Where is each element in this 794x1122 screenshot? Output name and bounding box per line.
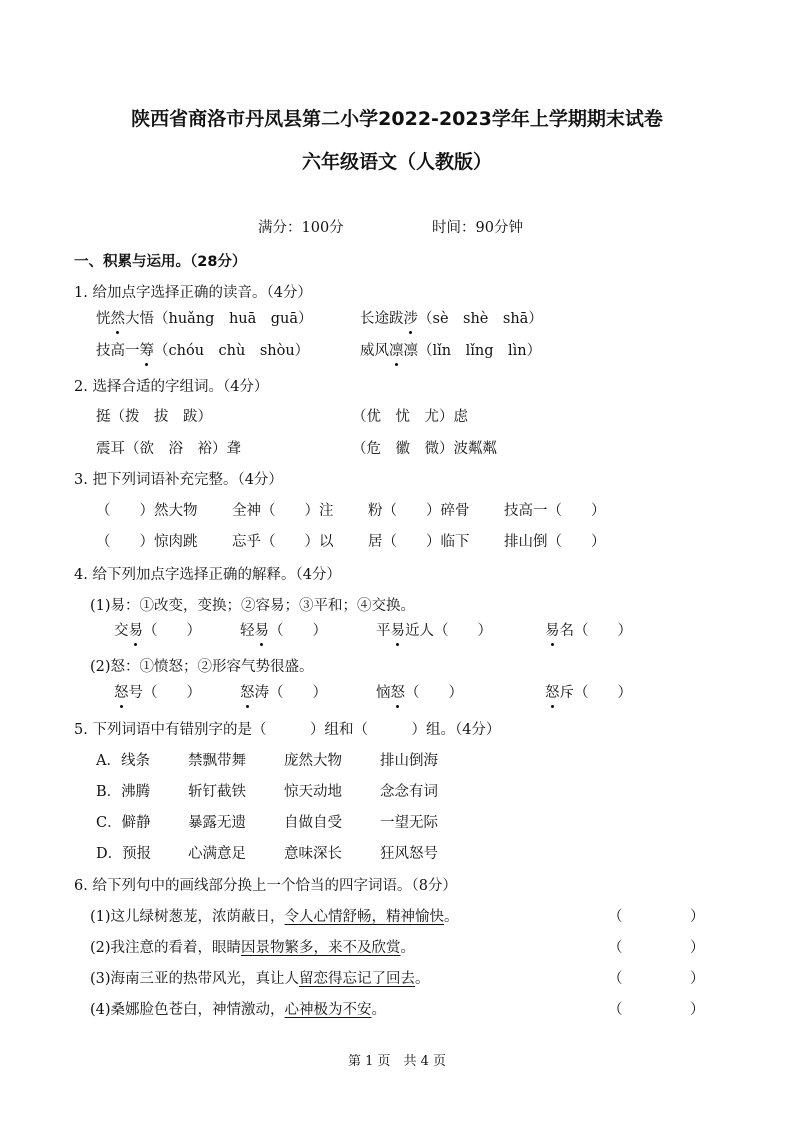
q2-title: 2. 选择合适的字组词。（4分）: [74, 379, 269, 395]
q6-sentence-4: (4)桑娜脸色苍白，神情激动，心神极为不安。: [90, 1002, 387, 1018]
q6-answer-open: （: [608, 971, 623, 987]
q5-option-b-word: 斩钉截铁: [188, 784, 246, 800]
q3-blank-8: 排山倒（ ）: [504, 534, 606, 550]
q5-option-d-word: 狂风怒号: [380, 846, 438, 862]
q3-title: 3. 把下列词语补充完整。（4分）: [74, 472, 283, 488]
q5-option-d-label: D．预报: [96, 846, 152, 862]
q5-option-d-word: 心满意足: [188, 846, 246, 862]
q4-part2-item: 怒涛（ ）: [240, 681, 327, 702]
q6-sentence-3: (3)海南三亚的热带风光，真让人留恋得忘记了回去。: [90, 971, 430, 987]
q2-item-a: 挺（拨 拔 跋）: [96, 409, 212, 425]
q1-item-a: 恍然大悟（huǎng huā guā）: [96, 307, 313, 328]
exam-subtitle: 六年级语文（人教版）: [301, 151, 492, 173]
q2-item-b: （优 忧 尤）虑: [352, 409, 468, 425]
q6-answer-close: ）: [690, 940, 705, 956]
q4-part2-item: 怒号（ ）: [114, 681, 201, 702]
q6-answer-close: ）: [690, 909, 705, 925]
q1-item-d: 威风凛凛（lǐn lǐng lìn）: [360, 339, 541, 360]
q3-blank-4: 技高一（ ）: [504, 503, 606, 519]
full-score: 满分：100分: [258, 220, 344, 236]
q1-title: 1. 给加点字选择正确的读音。（4分）: [74, 285, 312, 301]
q6-answer-open: （: [608, 940, 623, 956]
q4-part1-item: 平易近人（ ）: [376, 619, 492, 640]
q3-blank-3: 粉（ ）碎骨: [368, 503, 470, 519]
q3-blank-2: 全神（ ）注: [232, 503, 334, 519]
page-footer: 第 1 页 共 4 页: [347, 1054, 447, 1069]
q4-part1-item: 易名（ ）: [545, 619, 632, 640]
q5-option-b-word: 惊天动地: [284, 784, 342, 800]
q3-blank-6: 忘乎（ ）以: [232, 534, 334, 550]
q5-option-a-label: A．线条: [96, 753, 150, 769]
q6-title: 6. 给下列句中的画线部分换上一个恰当的四字词语。（8分）: [74, 878, 457, 894]
q4-part2-item: 恼怒（ ）: [376, 681, 463, 702]
exam-title: 陕西省商洛市丹凤县第二小学2022-2023学年上学期期末试卷: [131, 108, 663, 130]
q6-answer-open: （: [608, 909, 623, 925]
q3-blank-1: （ ）然大物: [96, 503, 198, 519]
q2-item-d: （危 徽 微）波粼粼: [352, 441, 497, 457]
q5-option-c-word: 一望无际: [380, 815, 438, 831]
q5-option-c-label: C．僻静: [96, 815, 151, 831]
exam-time: 时间：90分钟: [432, 220, 523, 236]
q4-part2-def: (2)怒：①愤怒；②形容气势很盛。: [90, 659, 314, 675]
section-title: 一、积累与运用。（28分）: [74, 254, 247, 270]
q5-title: 5. 下列词语中有错别字的是（ ）组和（ ）组。（4分）: [74, 722, 501, 738]
q6-answer-open: （: [608, 1002, 623, 1018]
q5-option-a-word: 庞然大物: [284, 753, 342, 769]
q6-sentence-2: (2)我注意的看着，眼睛因景物繁多，来不及欣赏。: [90, 940, 416, 956]
q4-title: 4. 给下列加点字选择正确的解释。（4分）: [74, 567, 341, 583]
q1-item-b: 长途跋涉（sè shè shā）: [360, 307, 543, 328]
q4-part2-item: 怒斥（ ）: [545, 681, 632, 702]
q3-blank-5: （ ）惊肉跳: [96, 534, 198, 550]
q3-blank-7: 居（ ）临下: [368, 534, 470, 550]
q5-option-b-word: 念念有词: [380, 784, 438, 800]
q4-part1-item: 交易（ ）: [114, 619, 201, 640]
q1-item-c: 技高一筹（chóu chù shòu）: [96, 339, 309, 360]
q5-option-d-word: 意味深长: [284, 846, 342, 862]
q2-item-c: 震耳（欲 浴 裕）聋: [96, 441, 241, 457]
q5-option-a-word: 禁飘带舞: [188, 753, 246, 769]
q4-part1-def: (1)易：①改变，变换；②容易；③平和；④交换。: [90, 598, 416, 614]
q4-part1-item: 轻易（ ）: [240, 619, 327, 640]
q5-option-c-word: 自做自受: [284, 815, 342, 831]
q5-option-a-word: 排山倒海: [380, 753, 438, 769]
q5-option-b-label: B．沸腾: [96, 784, 151, 800]
q6-sentence-1: (1)这儿绿树葱茏，浓荫蔽日，令人心情舒畅，精神愉快。: [90, 909, 459, 925]
q6-answer-close: ）: [690, 971, 705, 987]
q5-option-c-word: 暴露无遗: [188, 815, 246, 831]
q6-answer-close: ）: [690, 1002, 705, 1018]
